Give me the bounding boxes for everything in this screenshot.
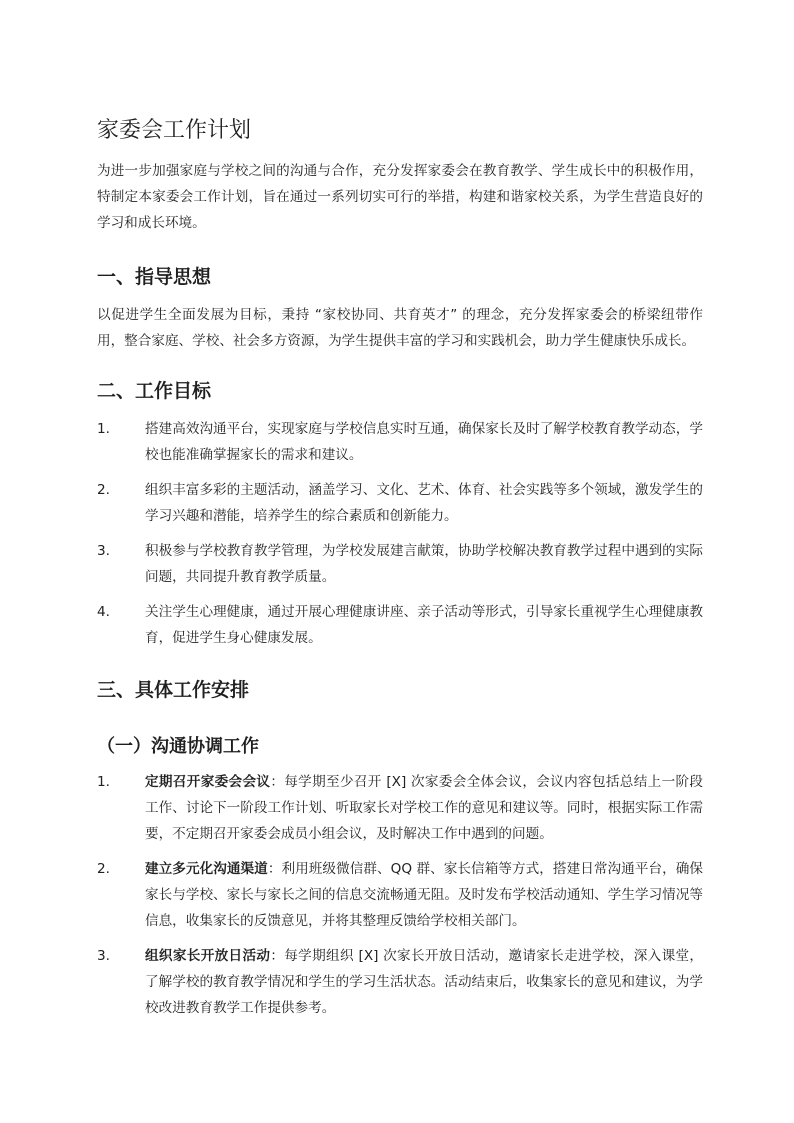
list-item xyxy=(97,538,703,590)
list-item-number: 4. xyxy=(97,603,110,620)
list-item-number: 3. xyxy=(97,542,110,559)
document-title: 家委会工作计划 xyxy=(97,118,252,143)
intro-paragraph: 为进一步加强家庭与学校之间的沟通与合作，充分发挥家委会在教育教学、学生成长中的积极作用，特制定本家委会工作计划，旨在通过一系列切实可行的举措，构建和谐家校关系，为学生营造良好的学习和成长环境。 xyxy=(97,163,703,232)
list-item-number: 2. xyxy=(97,481,110,498)
list-item-lead: 建立多元化沟通渠道 xyxy=(145,861,268,878)
list-item xyxy=(97,477,703,529)
list-item-number: 1. xyxy=(97,774,110,791)
list-item-number: 2. xyxy=(97,861,110,878)
list-item-text: 关注学生心理健康，通过开展心理健康讲座、亲子活动等形式，引导家长重视学生心理健康教育，促进学生身心健康发展。 xyxy=(145,603,703,646)
document-page xyxy=(97,118,703,1030)
communication-work-list xyxy=(97,769,703,1021)
section-work-goals-heading: 二、工作目标 xyxy=(97,380,212,403)
list-item xyxy=(97,856,703,934)
list-item xyxy=(97,599,703,651)
section-guiding-ideology-heading: 一、指导思想 xyxy=(97,266,212,289)
guiding-ideology-paragraph: 以促进学生全面发展为目标，秉持 “家校协同、共育英才” 的理念，充分发挥家委会的桥梁纽带作用，整合家庭、学校、社会多方资源，为学生提供丰富的学习和实践机会，助力学生健康快乐成长。 xyxy=(97,307,703,350)
list-item-text: 积极参与学校教育教学管理，为学校发展建言献策，协助学校解决教育教学过程中遇到的实际问题，共同提升教育教学质量。 xyxy=(145,542,703,585)
list-item-lead: 定期召开家委会会议 xyxy=(145,774,271,791)
list-item-number: 3. xyxy=(97,948,110,965)
list-item xyxy=(97,943,703,1021)
work-goals-list xyxy=(97,416,703,651)
list-item-text: ：利用班级微信群、QQ 群、家长信箱等方式，搭建日常沟通平台，确保家长与学校、家长与家长之间的信息交流畅通无阻。及时发布学校活动通知、学生学习情况等信息，收集家长的反馈意见，并将其整理反馈给学校相关部门。 xyxy=(145,861,704,930)
list-item-text: ：每学期至少召开 [X] 次家委会全体会议，会议内容包括总结上一阶段工作、讨论下一阶段工作计划、听取家长对学校工作的意见和建议等。同时，根据实际工作需要，不定期召开家委会成员小组会议，及时解决工作中遇到的问题。 xyxy=(145,774,704,843)
list-item-text: ：每学期组织 [X] 次家长开放日活动，邀请家长走进学校，深入课堂，了解学校的教育教学情况和学生的学习生活状态。活动结束后，收集家长的意见和建议，为学校改进教育教学工作提供参考。 xyxy=(145,948,704,1017)
list-item-lead: 组织家长开放日活动 xyxy=(145,948,271,965)
list-item xyxy=(97,416,703,468)
list-item-text: 组织丰富多彩的主题活动，涵盖学习、文化、艺术、体育、社会实践等多个领域，激发学生的学习兴趣和潜能，培养学生的综合素质和创新能力。 xyxy=(145,481,703,524)
list-item-number: 1. xyxy=(97,420,110,437)
subsection-communication-heading: （一）沟通协调工作 xyxy=(97,735,259,757)
list-item-text: 搭建高效沟通平台，实现家庭与学校信息实时互通，确保家长及时了解学校教育教学动态，学校也能准确掌握家长的需求和建议。 xyxy=(145,420,703,463)
list-item xyxy=(97,769,703,847)
section-work-arrangement-heading: 三、具体工作安排 xyxy=(97,678,250,701)
